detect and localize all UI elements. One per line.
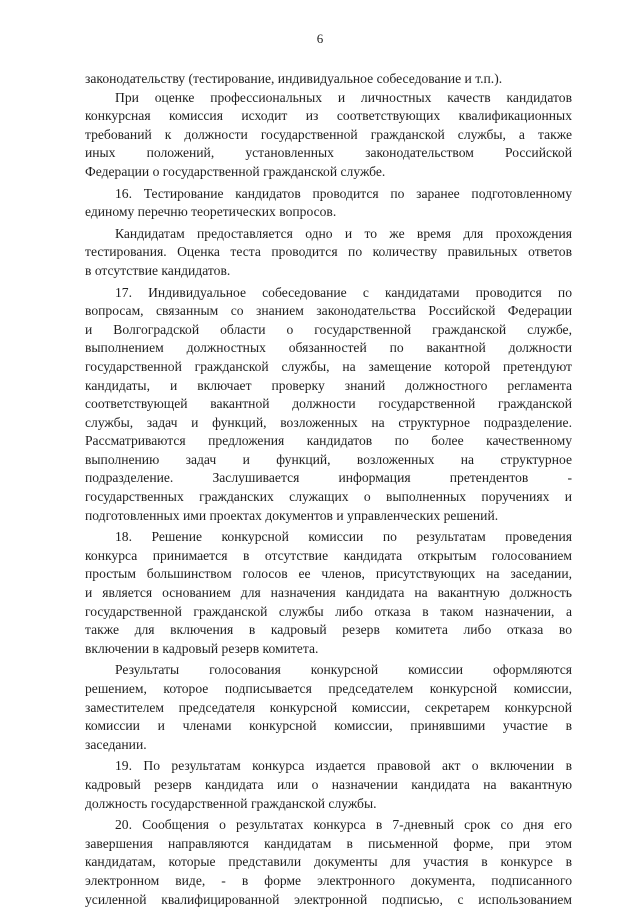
text-line: усиленной квалифицированной электронной подписью, с использованием bbox=[85, 891, 572, 907]
text-line: кандидаты, и включает проверку знаний должностного регламента bbox=[85, 377, 572, 393]
text-line: также для включения в кадровый резерв комитета либо отказа во bbox=[85, 622, 572, 638]
text-line: тестирования. Оценка теста проводится по количеству правильных ответов bbox=[85, 244, 572, 260]
document-body bbox=[85, 70, 572, 909]
text-line: решением, которое подписывается председателем конкурсной комиссии, bbox=[85, 681, 572, 696]
text-line: электронном виде, - в форме электронного документа, подписанного bbox=[85, 872, 572, 888]
text-line: комиссии и членами конкурсной комиссии, принявшими участие в bbox=[85, 718, 572, 734]
text-line: требований к должности государственной гражданской службы, а также bbox=[85, 126, 572, 142]
text-line: кадровый резерв кандидата или о назначении кандидата на вакантную bbox=[85, 776, 572, 792]
text-line: и Волгоградской области о государственной гражданской службе, bbox=[85, 321, 572, 337]
text-line: Результаты голосования конкурсной комиссии оформляются bbox=[115, 662, 572, 678]
text-line: простым большинством голосов ее членов, присутствующих на заседании, bbox=[85, 566, 572, 582]
text-line: подготовленных ими проектах документов и управленческих решений. bbox=[85, 507, 499, 523]
text-line: Кандидатам предоставляется одно и то же время для прохождения bbox=[115, 225, 572, 241]
text-line: законодательству (тестирование, индивидуальное собеседование и т.п.). bbox=[85, 71, 503, 86]
text-line: соответствующей вакантной должности государственной гражданской bbox=[85, 396, 572, 412]
text-line: При оценке профессиональных и личностных качеств кандидатов bbox=[115, 89, 572, 105]
text-line: 17. Индивидуальное собеседование с кандидатами проводится по bbox=[115, 284, 572, 300]
text-line: должность государственной гражданской службы. bbox=[85, 795, 377, 811]
text-line: включении в кадровый резерв комитета. bbox=[85, 640, 319, 656]
text-line: выполнением должностных обязанностей по вакантной должности bbox=[85, 340, 572, 356]
text-line: завершения направляются кандидатам в письменной форме, при этом bbox=[85, 835, 572, 851]
text-line: в отсутствие кандидатов. bbox=[85, 262, 231, 278]
text-line: и является основанием для назначения кандидата на вакантную должность bbox=[85, 585, 572, 601]
text-line: конкурса принимается в отсутствие кандидата открытым голосованием bbox=[85, 547, 572, 563]
text-line: 19. По результатам конкурса издается правовой акт о включении в bbox=[115, 758, 572, 774]
text-line: вопросам, связанным со знанием законодательства Российской Федерации bbox=[85, 303, 572, 319]
text-line: заседании. bbox=[85, 736, 147, 752]
page-number: 6 bbox=[316, 31, 324, 46]
text-line: 18. Решение конкурсной комиссии по результатам проведения bbox=[115, 529, 572, 545]
text-line: Рассматриваются предложения кандидатов по более качественному bbox=[85, 433, 572, 449]
text-line: подразделение. Заслушивается информация претендентов - bbox=[85, 470, 572, 486]
text-line: кандидатам, которые представили документы для участия в конкурсе в bbox=[85, 854, 572, 870]
text-line: 20. Сообщения о результатах конкурса в 7-дневный срок со дня его bbox=[115, 817, 572, 833]
text-line: службы, задач и функций, возложенных на структурное подразделение. bbox=[85, 414, 572, 430]
text-line: Федерации о государственной гражданской службе. bbox=[85, 163, 386, 179]
text-line: выполнению задач и функций, возложенных на структурное bbox=[85, 451, 572, 467]
text-line: заместителем председателя конкурсной комиссии, секретарем конкурсной bbox=[85, 699, 572, 715]
text-line: 16. Тестирование кандидатов проводится по заранее подготовленному bbox=[115, 185, 572, 201]
text-line: иных положений, установленных законодательством Российской bbox=[85, 145, 572, 161]
text-line: государственной гражданской службы либо отказа в таком назначении, а bbox=[85, 603, 572, 619]
text-line: государственных гражданских служащих о выполненных поручениях и bbox=[85, 489, 572, 505]
text-line: государственной гражданской службы, на замещение которой претендуют bbox=[85, 358, 572, 374]
text-line: конкурсная комиссия исходит из соответствующих квалификационных bbox=[85, 108, 572, 124]
text-line: единому перечню теоретических вопросов. bbox=[85, 204, 337, 220]
